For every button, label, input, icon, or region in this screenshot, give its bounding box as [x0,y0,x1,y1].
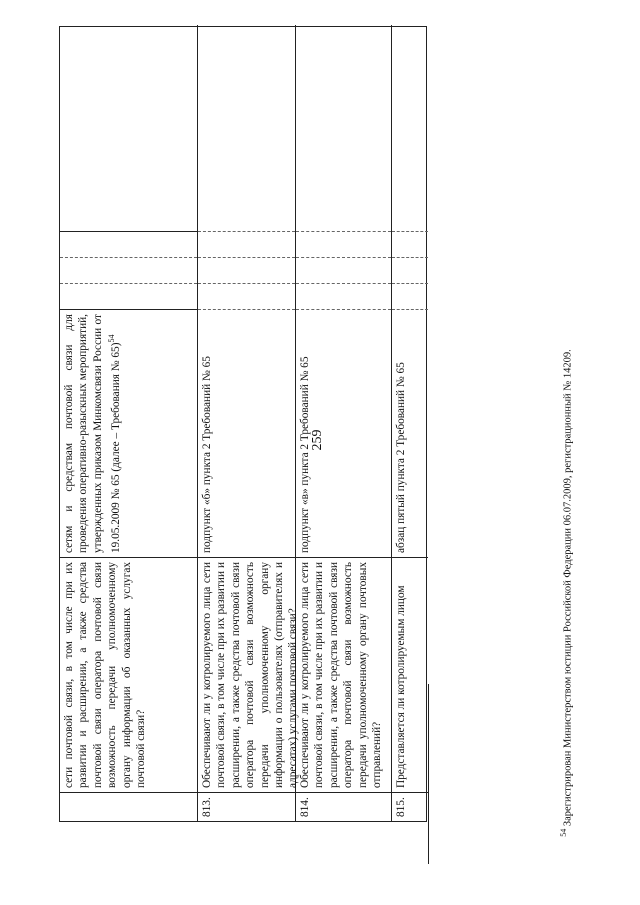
table-row [60,25,198,821]
answer-yes-cell [198,284,295,310]
table-row [296,25,392,821]
answer-na-cell [198,232,295,258]
answer-na-cell [60,232,197,258]
question-cell: Обеспечивают ли у котролируемого лица сети почтовой связи, в том числе при их развитии и расширении, а также средства почтовой связи оператора почтовой связи возможность передачи уполномоченному органу почтовых отправлений? [296,558,391,793]
answer-na-cell [296,232,391,258]
question-cell: Представляется ли котролируемым лицом [392,558,428,793]
table-row [198,25,300,821]
footnote-marker: 54 [558,828,568,837]
requirements-table-frame [59,26,427,822]
answer-yes-cell [392,284,428,310]
row-number: 813. [201,797,213,817]
comment-cell [296,25,391,232]
table-row [392,25,428,821]
reference-text: сетям и средствам почтовой связи для проведения оперативно-разыскных мероприятий, утвержденных приказом Минкомсвязи России от 19.05.2009 № 65 (далее – Требования № 65) [63,314,122,553]
answer-no-cell [198,258,295,284]
reference-cell: абзац пятый пункта 2 Требований № 65 [392,310,428,558]
comment-cell [392,25,428,232]
reference-cell: подпункт «б» пункта 2 Требований № 65 [198,310,295,558]
answer-no-cell [296,258,391,284]
answer-na-cell [392,232,428,258]
answer-no-cell [392,258,428,284]
footnote [559,349,574,837]
page-number: 259 [310,429,325,451]
reference-cell [60,310,197,558]
requirements-table [59,26,427,822]
question-cell: Обеспечивают ли у котролируемого лица сети почтовой связи, в том числе при их развитии и расширении, а также средства почтовой связи оператора почтовой связи возможность передачи уполномоченному органу информации о пользователях (отправителях и адресатах) услугами почтовой связи? [198,558,295,793]
answer-yes-cell [296,284,391,310]
footnote-separator [428,684,429,864]
footnote-text: Зарегистрирован Министерством юстиции Российской Федерации 06.07.2009, регистрационный № 14209. [562,349,574,827]
footnote-reference: 54 [107,334,117,343]
question-cell: сети почтовой связи, в том числе при их развитии и расширении, а также средства почтовой связи оператора почтовой связи возможность передачи уполномоченному органу информации об оказанных услугах почтовой связи? [60,558,197,793]
comment-cell [198,25,295,232]
row-number [60,793,197,821]
answer-no-cell [60,258,197,284]
reference-cell: подпункт «в» пункта 2 Требований № 65 [296,310,391,558]
comment-cell [60,25,197,232]
row-number: 815. [395,797,407,817]
row-number: 814. [299,797,311,817]
answer-yes-cell [60,284,197,310]
